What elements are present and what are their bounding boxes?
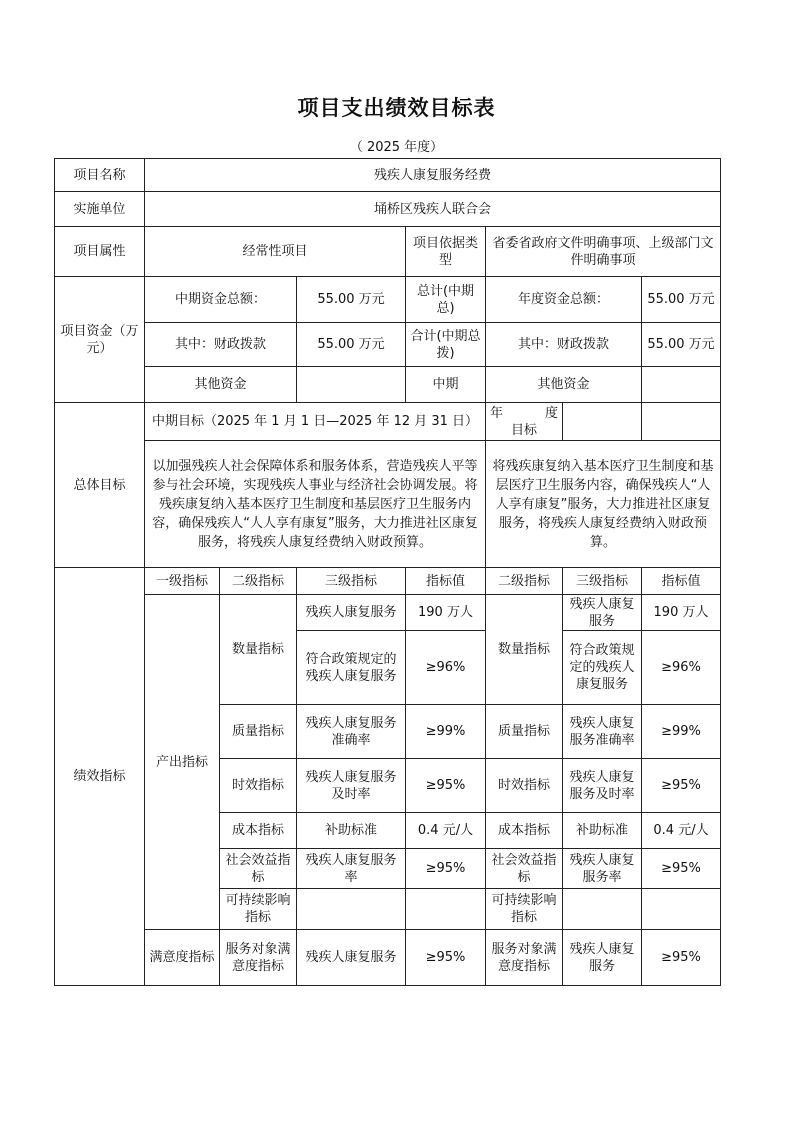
cell-value: ≥95% [642,930,721,986]
cell-value: 55.00 万元 [297,277,406,323]
cell-label: 总体目标 [55,403,145,568]
cell-level2: 服务对象满意度指标 [486,930,563,986]
cell-value: 残疾人康复服务经费 [145,159,721,192]
cell-level2: 可持续影响指标 [486,889,563,930]
row-project-name [55,159,721,192]
row-goals-header [55,403,721,441]
cell-value: 0.4 元/人 [642,813,721,849]
cell-value [642,367,721,403]
row-funds-fiscal [55,323,721,367]
cell-level3: 残疾人康复服务准确率 [297,705,406,759]
cell-label: 项目属性 [55,227,145,277]
row-attribute [55,227,721,277]
row-funds-total [55,277,721,323]
cell-level2: 时效指标 [486,759,563,813]
cell-year-header: 年 度 目标 [486,403,563,441]
cell-level2: 成本指标 [220,813,297,849]
col-header: 二级指标 [486,568,563,595]
cell-value: 190 万人 [642,595,721,631]
cell-label: 年度资金总额： [486,277,642,323]
cell-level3: 残疾人康复服务 [297,595,406,631]
cell-label: 项目资金（万元） [55,277,145,403]
cell-level3: 符合政策规定的残疾人康复服务 [563,631,642,705]
year-label: （ 2025 年度） [349,140,444,155]
table-row [55,930,721,986]
cell-value: 55.00 万元 [642,277,721,323]
cell-value [297,367,406,403]
col-header: 二级指标 [220,568,297,595]
cell-value: ≥99% [642,705,721,759]
row-goals-text [55,441,721,568]
col-header: 三级指标 [297,568,406,595]
cell-value: ≥96% [406,631,486,705]
cell-level3: 残疾人康复服务 [563,595,642,631]
cell-empty [563,403,642,441]
col-header: 一级指标 [145,568,220,595]
cell-year-goal: 将残疾康复纳入基本医疗卫生制度和基层医疗卫生服务内容，确保残疾人“人人享有康复”服务，大力推进社区康复服务，将残疾人康复经费纳入财政预算。 [486,441,721,568]
cell-label: 总计(中期总) [406,277,486,323]
cell-value: ≥95% [406,930,486,986]
cell-level3 [297,889,406,930]
cell-label: 项目依据类型 [406,227,486,277]
table-row [55,595,721,631]
cell-label: 合计(中期总拨) [406,323,486,367]
cell-label: 其他资金 [486,367,642,403]
cell-level2: 质量指标 [486,705,563,759]
cell-level1: 产出指标 [145,595,220,930]
cell-level2: 数量指标 [486,595,563,705]
cell-level3: 补助标准 [563,813,642,849]
col-header: 指标值 [642,568,721,595]
cell-label: 其中：财政拨款 [145,323,297,367]
cell-level3: 残疾人康复服务 [563,930,642,986]
cell-level3: 残疾人康复服务率 [563,849,642,889]
cell-level3: 补助标准 [297,813,406,849]
cell-label: 实施单位 [55,192,145,227]
cell-empty [642,403,721,441]
row-unit [55,192,721,227]
row-funds-other [55,367,721,403]
cell-level2: 质量指标 [220,705,297,759]
cell-label: 中期 [406,367,486,403]
cell-level1: 满意度指标 [145,930,220,986]
cell-level2: 社会效益指标 [220,849,297,889]
cell-value: 埇桥区残疾人联合会 [145,192,721,227]
cell-value: ≥95% [642,849,721,889]
cell-level3: 残疾人康复服务 [297,930,406,986]
cell-value: ≥99% [406,705,486,759]
cell-value: ≥95% [406,849,486,889]
cell-level2: 数量指标 [220,595,297,705]
cell-mid-header: 中期目标（2025 年 1 月 1 日—2025 年 12 月 31 日） [145,403,486,441]
performance-table [54,158,721,986]
cell-value: ≥95% [406,759,486,813]
row-perf-header [55,568,721,595]
cell-value: 0.4 元/人 [406,813,486,849]
cell-level3: 残疾人康复服务及时率 [297,759,406,813]
page-title: 项目支出绩效目标表 [297,96,496,120]
cell-level3 [563,889,642,930]
cell-level3: 残疾人康复服务及时率 [563,759,642,813]
cell-value [406,889,486,930]
cell-label: 绩效指标 [55,568,145,986]
cell-level3: 残疾人康复服务率 [297,849,406,889]
cell-level3: 符合政策规定的残疾人康复服务 [297,631,406,705]
cell-mid-goal: 以加强残疾人社会保障体系和服务体系，营造残疾人平等参与社会环境，实现残疾人事业与经济社会协调发展。将残疾康复纳入基本医疗卫生制度和基层医疗卫生服务内容，确保残疾人“人人享有康复”服务，大力推进社区康复服务，将残疾人康复经费纳入财政预算。 [145,441,486,568]
cell-level2: 服务对象满意度指标 [220,930,297,986]
cell-level2: 时效指标 [220,759,297,813]
cell-value: 省委省政府文件明确事项、上级部门文件明确事项 [486,227,721,277]
col-header: 指标值 [406,568,486,595]
col-header: 三级指标 [563,568,642,595]
cell-level2: 可持续影响指标 [220,889,297,930]
cell-label: 其他资金 [145,367,297,403]
cell-value: 经常性项目 [145,227,406,277]
cell-value: 190 万人 [406,595,486,631]
cell-label: 中期资金总额： [145,277,297,323]
cell-level2: 成本指标 [486,813,563,849]
cell-value: 55.00 万元 [642,323,721,367]
cell-label: 项目名称 [55,159,145,192]
cell-label: 其中：财政拨款 [486,323,642,367]
cell-level2: 社会效益指标 [486,849,563,889]
cell-value: 55.00 万元 [297,323,406,367]
cell-level3: 残疾人康复服务准确率 [563,705,642,759]
cell-value: ≥95% [642,759,721,813]
cell-value: ≥96% [642,631,721,705]
cell-value [642,889,721,930]
